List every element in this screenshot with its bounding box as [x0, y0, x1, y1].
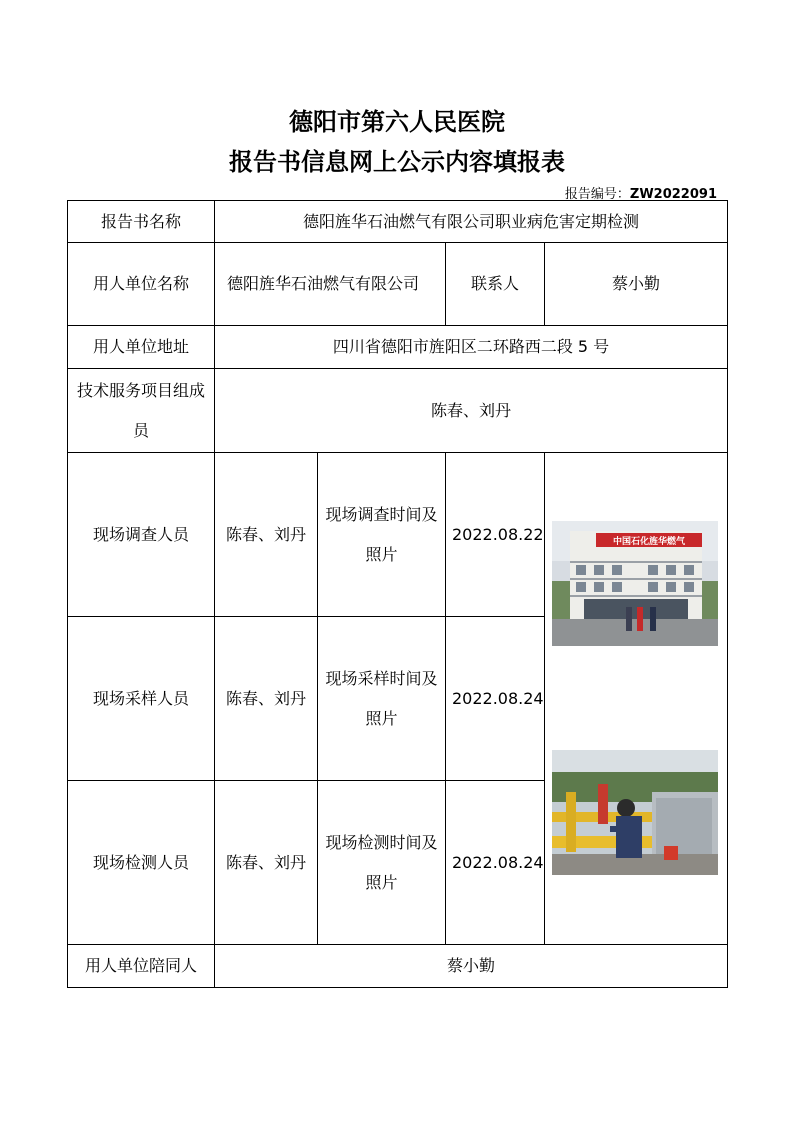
building-photo-image	[552, 521, 718, 646]
report-name-label: 报告书名称	[68, 201, 215, 243]
employer-name-value: 德阳旌华石油燃气有限公司	[215, 243, 446, 326]
tech-team-label: 技术服务项目组成员	[68, 369, 215, 453]
testing-staff-label: 现场检测人员	[68, 781, 215, 945]
survey-time-label: 现场调查时间及照片	[318, 453, 446, 617]
page-title-line-2: 报告书信息网上公示内容填报表	[229, 148, 565, 176]
employer-name-label: 用人单位名称	[68, 243, 215, 326]
survey-staff-label: 现场调查人员	[68, 453, 215, 617]
survey-staff-value: 陈春、刘丹	[215, 453, 318, 617]
tech-team-value: 陈春、刘丹	[215, 369, 728, 453]
row-address	[68, 326, 728, 369]
testing-staff-value: 陈春、刘丹	[215, 781, 318, 945]
row-escort	[68, 945, 728, 988]
row-survey	[68, 453, 728, 617]
sampling-staff-label: 现场采样人员	[68, 617, 215, 781]
escort-label: 用人单位陪同人	[68, 945, 215, 988]
testing-date: 2022.08.24	[446, 781, 545, 945]
report-number-value: ZW2022091	[629, 187, 717, 202]
row-report-name	[68, 201, 728, 243]
testing-photo-image	[552, 750, 718, 875]
employer-address-label: 用人单位地址	[68, 326, 215, 369]
site-testing-photo	[552, 750, 718, 875]
row-employer	[68, 243, 728, 326]
info-table	[67, 200, 728, 988]
report-name-value: 德阳旌华石油燃气有限公司职业病危害定期检测	[215, 201, 728, 243]
report-number-label: 报告编号：	[564, 187, 630, 202]
testing-time-label: 现场检测时间及照片	[318, 781, 446, 945]
building-sign-text: 中国石化旌华燃气	[612, 536, 686, 547]
contact-value: 蔡小勤	[545, 243, 728, 326]
site-building-photo	[552, 521, 718, 646]
escort-value: 蔡小勤	[215, 945, 728, 988]
sampling-staff-value: 陈春、刘丹	[215, 617, 318, 781]
contact-label: 联系人	[446, 243, 545, 326]
row-tech-team	[68, 369, 728, 453]
photo-cell	[545, 453, 728, 945]
page-title-line-1: 德阳市第六人民医院	[289, 108, 505, 136]
survey-date: 2022.08.22	[446, 453, 545, 617]
sampling-date: 2022.08.24	[446, 617, 545, 781]
sampling-time-label: 现场采样时间及照片	[318, 617, 446, 781]
employer-address-value: 四川省德阳市旌阳区二环路西二段 5 号	[215, 326, 728, 369]
